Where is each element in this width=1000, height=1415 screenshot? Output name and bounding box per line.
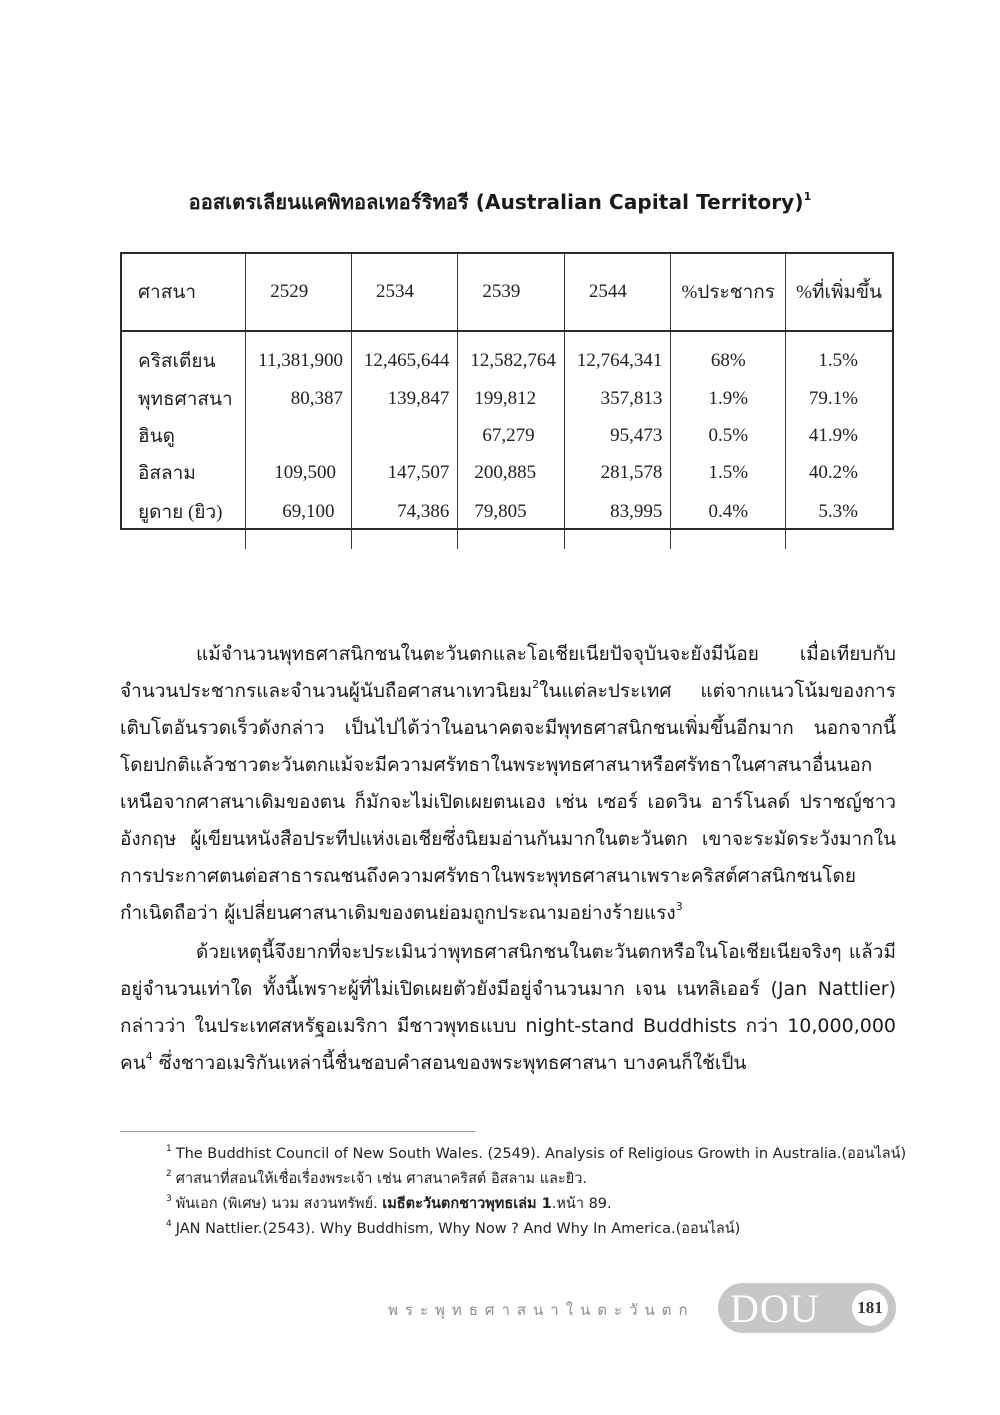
- paragraph: ด้วยเหตุนี้จึงยากที่จะประเมินว่าพุทธศาสนิกชนในตะวันตกหรือในโอเชียเนียจริงๆ แล้วมีอยู่จำนวนเท่าใด ทั้งนี้เพราะผู้ที่ไม่เปิดเผยตัวยังมีอยู่จำนวนมาก เจน เนทลิเออร์ (Jan Nattlier) กล่าวว่า ในประเทศสหรัฐอเมริกา มีชาวพุทธแบบ night-stand Buddhists กว่า 10,000,000 คน$^4$ ซึ่งชาวอเมริกันเหล่านี้ชื่นชอบคำสอนของพระพุทธศาสนา บางคนก็ใช้เป็น: [120, 941, 896, 1074]
- footnote: $^4$ JAN Nattlier.(2543). Why Buddhism, Why Now ? And Why In America.(ออนไลน์): [166, 1219, 741, 1237]
- cell-percent-growth: 79.1%: [786, 380, 892, 417]
- header-percent-growth: %ที่เพิ่มขึ้น: [786, 254, 892, 331]
- table-row: [122, 491, 892, 549]
- paragraph: แม้จำนวนพุทธศาสนิกชนในตะวันตกและโอเชียเนียปัจจุบันจะยังมีน้อย เมื่อเทียบกับจำนวนประชากรและจำนวนผู้นับถือศาสนาเทวนิยม$^2$ในแต่ละประเทศ แต่จากแนวโน้มของการเติบโตอันรวดเร็วดังกล่าว เป็นไปได้ว่าในอนาคตจะมีพุทธศาสนิกชนเพิ่มขึ้นอีกมาก นอกจากนี้โดยปกติแล้วชาวตะวันตกแม้จะมีความศรัทธาในพระพุทธศาสนาหรือศรัทธาในศาสนาอื่นนอกเหนือจากศาสนาเดิมของตน ก็มักจะไม่เปิดเผยตนเอง เช่น เซอร์ เอดวิน อาร์โนลด์ ปราชญ์ชาวอังกฤษ ผู้เขียนหนังสือประทีปแห่งเอเชียซึ่งนิยมอ่านกันมากในตะวันตก เขาจะระมัดระวังมากในการประกาศตนต่อสาธารณชนถึงความศรัทธาในพระพุทธศาสนาเพราะคริสต์ศาสนิกชนโดยกำเนิดถือว่า ผู้เปลี่ยนศาสนาเดิมของตนย่อมถูกประณามอย่างร้ายแรง$^3$: [120, 643, 896, 924]
- table-row: [122, 417, 892, 454]
- cell-religion: ฮินดู: [138, 425, 175, 447]
- cell-value: 12,582,764: [458, 331, 564, 380]
- cell-religion: พุทธศาสนา: [138, 388, 233, 410]
- footnotes: [166, 1142, 906, 1242]
- cell-value: 199,812: [458, 380, 564, 417]
- cell-percent-growth: 41.9%: [786, 417, 892, 454]
- cell-value: 83,995: [564, 491, 670, 549]
- cell-religion: คริสเตียน: [138, 351, 216, 372]
- footnote-marker: 4: [145, 1050, 153, 1063]
- footnote: $^1$ The Buddhist Council of New South Wales. (2549). Analysis of Religious Growth in Australia.(ออนไลน์): [166, 1144, 907, 1162]
- cell-value: 147,507: [351, 454, 457, 491]
- cell-percent-growth: 5.3%: [786, 491, 892, 549]
- cell-value: [246, 417, 352, 454]
- cell-percent-population: 68%: [671, 331, 786, 380]
- cell-religion: ยูดาย (ยิว): [138, 502, 223, 523]
- footnote-marker: 3: [675, 900, 683, 913]
- cell-value: 11,381,900: [246, 331, 352, 380]
- dou-logo: DOU: [730, 1286, 820, 1331]
- footnote-marker: 1: [803, 190, 812, 203]
- religion-statistics-table: [120, 252, 894, 530]
- running-head: พระพุทธศาสนาในตะวันตก: [388, 1301, 695, 1319]
- cell-value: [351, 417, 457, 454]
- header-year-2539: 2539: [458, 254, 564, 331]
- cell-value: 67,279: [458, 417, 564, 454]
- header-year-2529: 2529: [246, 254, 352, 331]
- cell-value: 139,847: [351, 380, 457, 417]
- cell-value: 74,386: [351, 491, 457, 549]
- cell-percent-population: 1.9%: [671, 380, 786, 417]
- footnote-marker: 2: [532, 678, 540, 691]
- header-religion: ศาสนา: [122, 254, 246, 331]
- cell-value: 69,100: [246, 491, 352, 549]
- cell-value: 12,465,644: [351, 331, 457, 380]
- cell-religion: อิสลาม: [138, 462, 196, 484]
- page-number: 181: [852, 1290, 888, 1326]
- cell-value: 79,805: [458, 491, 564, 549]
- body-text: [120, 636, 896, 1082]
- cell-percent-growth: 1.5%: [786, 331, 892, 380]
- cell-value: 200,885: [458, 454, 564, 491]
- cell-percent-population: 0.5%: [671, 417, 786, 454]
- cell-value: 95,473: [564, 417, 670, 454]
- footnote: $^3$ พันเอก (พิเศษ) นวม สงวนทรัพย์. เมธีตะวันตกชาวพุทธเล่ม 1.หน้า 89.: [166, 1194, 612, 1212]
- cell-value: 281,578: [564, 454, 670, 491]
- cell-percent-population: 0.4%: [671, 491, 786, 549]
- table-row: [122, 454, 892, 491]
- page-badge: [718, 1283, 896, 1333]
- header-year-2544: 2544: [564, 254, 670, 331]
- cell-percent-growth: 40.2%: [786, 454, 892, 491]
- cell-value: 357,813: [564, 380, 670, 417]
- footnote-divider: [120, 1131, 475, 1132]
- table-header-row: [122, 254, 892, 331]
- cell-percent-population: 1.5%: [671, 454, 786, 491]
- table-title: ออสเตรเลียนแคพิทอลเทอร์ริทอรี (Australian Capital Territory)$^1$: [188, 190, 812, 214]
- cell-value: 12,764,341: [564, 331, 670, 380]
- cell-value: 80,387: [246, 380, 352, 417]
- header-percent-population: %ประชากร: [671, 254, 786, 331]
- header-year-2534: 2534: [351, 254, 457, 331]
- cell-value: 109,500: [246, 454, 352, 491]
- table-row: [122, 331, 892, 380]
- footnote: $^2$ ศาสนาที่สอนให้เชื่อเรื่องพระเจ้า เช่น ศาสนาคริสต์ อิสลาม และยิว.: [166, 1169, 587, 1187]
- table-row: [122, 380, 892, 417]
